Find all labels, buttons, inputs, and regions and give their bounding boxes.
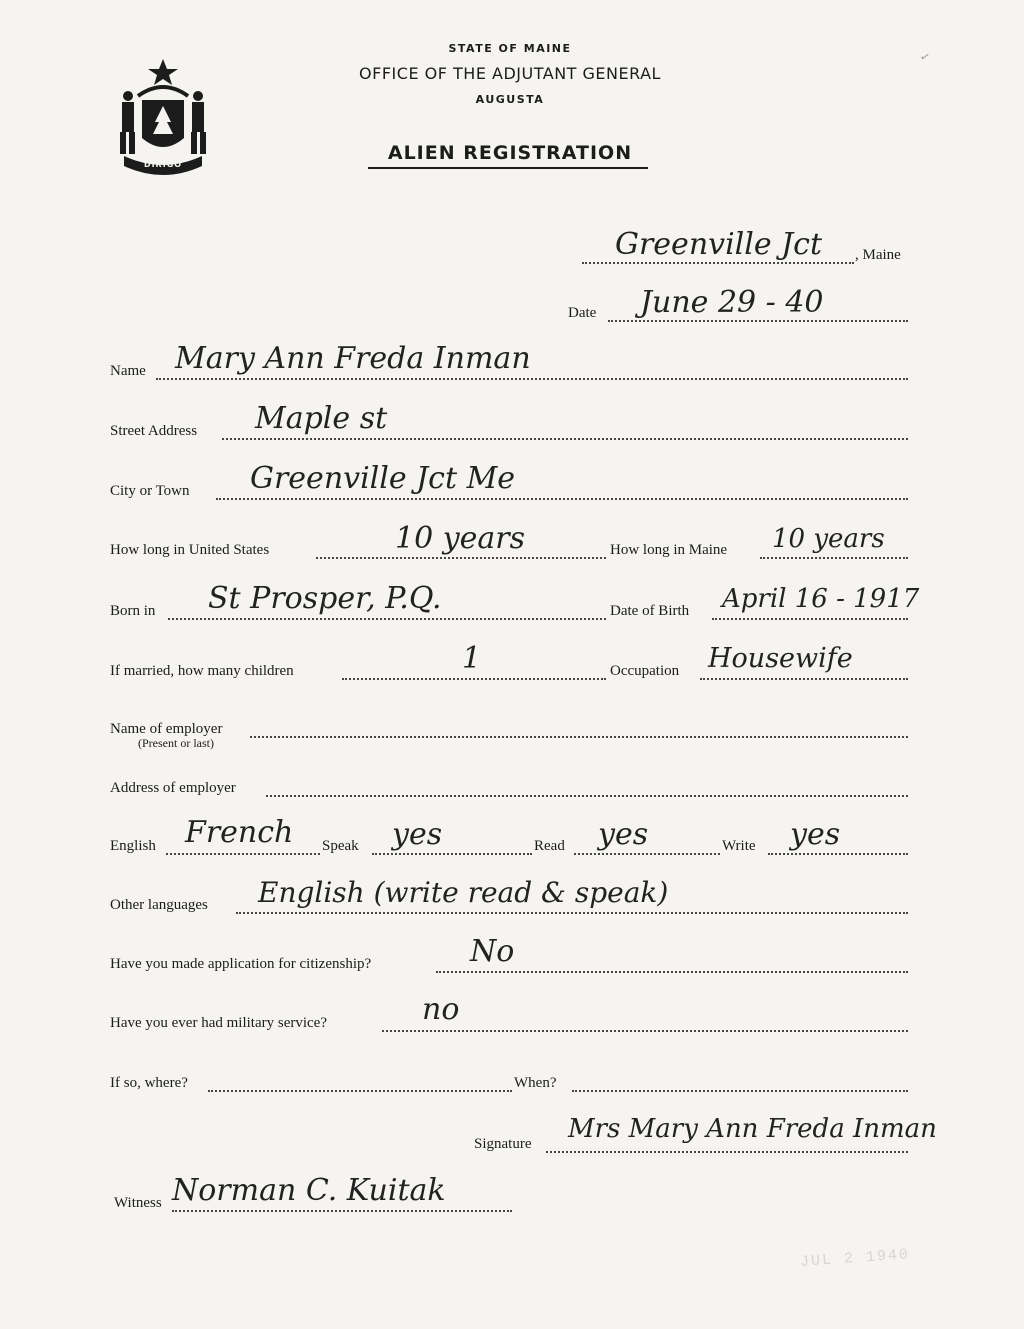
form-title: ALIEN REGISTRATION bbox=[387, 142, 633, 164]
employer-label: Name of employer bbox=[110, 721, 223, 737]
children-label: If married, how many children bbox=[110, 663, 294, 679]
city-value[interactable]: Greenville Jct Me bbox=[250, 461, 516, 496]
read-value[interactable]: yes bbox=[598, 817, 649, 852]
children-line bbox=[342, 678, 606, 680]
maine-duration-line bbox=[760, 557, 908, 559]
citizenship-label: Have you made application for citizenship? bbox=[110, 956, 372, 972]
name-value[interactable]: Mary Ann Freda Inman bbox=[175, 341, 531, 376]
citizenship-line bbox=[436, 971, 908, 973]
born-in-value[interactable]: St Prosper, P.Q. bbox=[208, 581, 442, 616]
signature-value[interactable]: Mrs Mary Ann Freda Inman bbox=[568, 1114, 937, 1144]
speak-label: Speak bbox=[322, 838, 359, 854]
where-line bbox=[208, 1090, 512, 1092]
read-line bbox=[574, 853, 720, 855]
us-duration-line bbox=[316, 557, 606, 559]
write-line bbox=[768, 853, 908, 855]
employer-line bbox=[250, 736, 908, 738]
other-languages-label: Other languages bbox=[110, 897, 208, 913]
title-underline bbox=[368, 167, 648, 169]
birth-date-value[interactable]: April 16 - 1917 bbox=[722, 584, 920, 614]
seal-motto: DIRIGO bbox=[143, 160, 183, 169]
employer-address-label: Address of employer bbox=[110, 780, 236, 796]
us-duration-value[interactable]: 10 years bbox=[395, 521, 526, 556]
english-value[interactable]: French bbox=[185, 815, 294, 850]
date-value[interactable]: June 29 - 40 bbox=[640, 285, 824, 320]
signature-label: Signature bbox=[474, 1136, 532, 1152]
speak-value[interactable]: yes bbox=[392, 817, 443, 852]
check-mark: ✓ bbox=[918, 48, 932, 66]
place-value[interactable]: Greenville Jct bbox=[615, 227, 823, 262]
born-in-line bbox=[168, 618, 606, 620]
birth-date-line bbox=[712, 618, 908, 620]
military-value[interactable]: no bbox=[422, 992, 460, 1027]
when-label: When? bbox=[514, 1075, 557, 1091]
witness-line bbox=[172, 1210, 512, 1212]
date-line bbox=[608, 320, 908, 322]
header-state: STATE OF MAINE bbox=[448, 42, 572, 55]
write-value[interactable]: yes bbox=[790, 817, 841, 852]
name-line bbox=[156, 378, 908, 380]
employer-address-line bbox=[266, 795, 908, 797]
read-label: Read bbox=[534, 838, 565, 854]
date-label: Date bbox=[568, 305, 597, 321]
street-value[interactable]: Maple st bbox=[255, 401, 388, 436]
maine-duration-label: How long in Maine bbox=[610, 542, 728, 558]
military-label: Have you ever had military service? bbox=[110, 1015, 327, 1031]
street-line bbox=[222, 438, 908, 440]
speak-line bbox=[372, 853, 532, 855]
maine-duration-value[interactable]: 10 years bbox=[772, 524, 885, 554]
born-in-label: Born in bbox=[110, 603, 156, 619]
citizenship-value[interactable]: No bbox=[470, 934, 515, 969]
place-line bbox=[582, 262, 854, 264]
place-suffix: , Maine bbox=[855, 247, 901, 263]
english-label: English bbox=[110, 838, 156, 854]
birth-date-label: Date of Birth bbox=[610, 603, 690, 619]
where-label: If so, where? bbox=[110, 1075, 188, 1091]
us-duration-label: How long in United States bbox=[110, 542, 270, 558]
military-line bbox=[382, 1030, 908, 1032]
signature-line bbox=[546, 1151, 908, 1153]
occupation-value[interactable]: Housewife bbox=[708, 643, 853, 674]
witness-value[interactable]: Norman C. Kuitak bbox=[172, 1173, 446, 1208]
occupation-label: Occupation bbox=[610, 663, 680, 679]
header-city: AUGUSTA bbox=[475, 93, 545, 106]
street-label: Street Address bbox=[110, 423, 198, 439]
write-label: Write bbox=[722, 838, 756, 854]
employer-sublabel: (Present or last) bbox=[138, 736, 214, 750]
city-line bbox=[216, 498, 908, 500]
header-office: OFFICE OF THE ADJUTANT GENERAL bbox=[359, 64, 661, 83]
name-label: Name bbox=[110, 363, 146, 379]
children-value[interactable]: 1 bbox=[462, 641, 482, 676]
english-line bbox=[166, 853, 320, 855]
city-label: City or Town bbox=[110, 483, 190, 499]
when-line bbox=[572, 1090, 908, 1092]
other-languages-value[interactable]: English (write read & speak) bbox=[258, 876, 669, 909]
received-stamp: JUL 2 1940 bbox=[799, 1246, 911, 1271]
occupation-line bbox=[700, 678, 908, 680]
witness-label: Witness bbox=[114, 1195, 162, 1211]
other-languages-line bbox=[236, 912, 908, 914]
